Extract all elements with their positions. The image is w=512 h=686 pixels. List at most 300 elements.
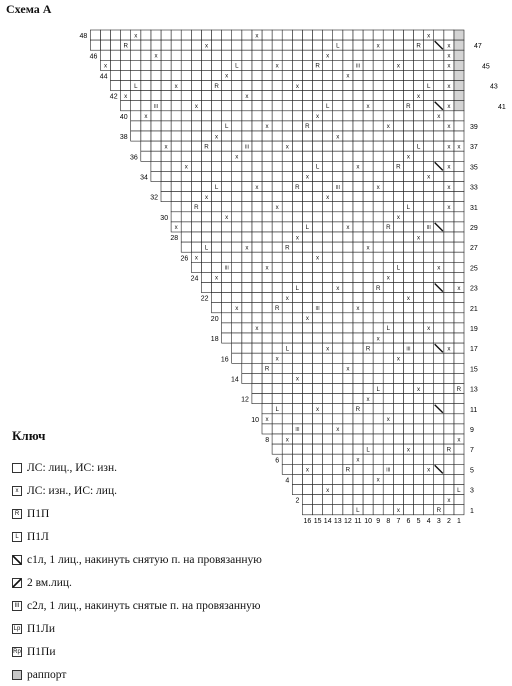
- chart-symbol: x: [336, 426, 340, 434]
- chart-cell: [424, 424, 434, 434]
- chart-cell: [313, 30, 323, 40]
- chart-cell: [282, 212, 292, 222]
- chart-cell: [444, 212, 454, 222]
- chart-cell: [444, 293, 454, 303]
- legend-item: [12, 502, 312, 525]
- chart-symbol: x: [134, 32, 138, 40]
- chart-cell: [424, 384, 434, 394]
- chart-cell: [353, 262, 363, 272]
- chart-symbol: x: [406, 294, 410, 302]
- chart-cell: [434, 50, 444, 60]
- chart-cell: [454, 171, 464, 181]
- chart-symbol: x: [204, 42, 209, 50]
- chart-cell: [393, 70, 403, 80]
- chart-cell: [222, 60, 232, 70]
- chart-cell: [424, 242, 434, 252]
- chart-cell: [282, 50, 292, 60]
- chart-symbol: x: [447, 163, 451, 171]
- chart-cell: [383, 283, 393, 293]
- row-number-left: 18: [210, 336, 219, 344]
- chart-symbol: x: [447, 42, 451, 50]
- chart-cell: [161, 91, 171, 101]
- chart-cell: [444, 262, 454, 272]
- chart-cell: [222, 161, 232, 171]
- chart-cell: [373, 242, 383, 252]
- chart-cell: [222, 91, 232, 101]
- chart-cell: [383, 40, 393, 50]
- chart-cell: [424, 91, 434, 101]
- chart-cell: [424, 141, 434, 151]
- chart-cell: [424, 434, 434, 444]
- chart-cell: [444, 91, 454, 101]
- chart-cell: [232, 91, 242, 101]
- chart-cell: [383, 232, 393, 242]
- chart-cell: [373, 121, 383, 131]
- chart-symbol: x: [275, 203, 279, 211]
- chart-cell: [302, 91, 312, 101]
- chart-cell: [262, 373, 272, 383]
- chart-cell: [333, 272, 343, 282]
- chart-cell: [333, 141, 343, 151]
- chart-cell: [363, 474, 373, 484]
- chart-cell: [434, 81, 444, 91]
- chart-cell: [242, 373, 252, 383]
- chart-cell: [393, 141, 403, 151]
- chart-cell: [424, 505, 434, 515]
- chart-cell: [323, 252, 333, 262]
- row-number-right: 45: [482, 63, 490, 71]
- chart-cell: [282, 283, 292, 293]
- column-number: 7: [396, 517, 401, 525]
- chart-symbol: L: [416, 143, 421, 151]
- chart-cell: [282, 384, 292, 394]
- chart-cell: [343, 202, 353, 212]
- chart-cell: [171, 111, 181, 121]
- chart-cell: [232, 202, 242, 212]
- chart-cell: [242, 60, 252, 70]
- chart-cell: [212, 222, 222, 232]
- chart-cell: [363, 30, 373, 40]
- chart-cell: [343, 444, 353, 454]
- row-number-right: 37: [470, 144, 478, 152]
- chart-cell: [313, 272, 323, 282]
- chart-symbol: x: [457, 436, 461, 444]
- chart-symbol: x: [417, 92, 421, 100]
- chart-cell: [252, 394, 262, 404]
- chart-cell: [454, 474, 464, 484]
- chart-cell: [424, 50, 434, 60]
- chart-cell: [212, 121, 222, 131]
- chart-cell: [302, 333, 312, 343]
- chart-cell: [323, 283, 333, 293]
- chart-cell: [363, 151, 373, 161]
- chart-cell: [353, 384, 363, 394]
- chart-cell: [262, 242, 272, 252]
- chart-cell: [282, 192, 292, 202]
- chart-symbol: x: [316, 113, 320, 120]
- chart-cell: [323, 444, 333, 454]
- chart-cell: [383, 333, 393, 343]
- chart-cell: [363, 485, 373, 495]
- chart-cell: [151, 151, 161, 161]
- chart-cell: [313, 212, 323, 222]
- chart-cell: [282, 232, 292, 242]
- chart-symbol: x: [144, 113, 148, 120]
- chart-cell: [444, 404, 454, 414]
- chart-symbol: x: [305, 315, 309, 323]
- chart-cell: [302, 40, 312, 50]
- chart-cell: [414, 262, 424, 272]
- chart-symbol: x: [457, 284, 461, 292]
- chart-cell: [242, 363, 252, 373]
- chart-cell: [393, 293, 403, 303]
- chart-symbol: x: [295, 82, 299, 90]
- chart-cell: [343, 192, 353, 202]
- chart-cell: [131, 70, 141, 80]
- chart-cell: [353, 414, 363, 424]
- chart-cell: [232, 50, 242, 60]
- chart-cell: [454, 70, 464, 80]
- chart-cell: [242, 131, 252, 141]
- chart-cell: [414, 283, 424, 293]
- chart-cell: [242, 293, 252, 303]
- chart-cell: [383, 363, 393, 373]
- chart-cell: [302, 323, 312, 333]
- chart-cell: [232, 141, 242, 151]
- chart-cell: [171, 60, 181, 70]
- chart-cell: [434, 495, 444, 505]
- chart-title: Схема А: [6, 2, 52, 16]
- chart-cell: [333, 222, 343, 232]
- legend-item: [12, 617, 312, 640]
- chart-cell: [343, 293, 353, 303]
- chart-cell: [302, 373, 312, 383]
- chart-cell: [424, 202, 434, 212]
- chart-cell: [333, 151, 343, 161]
- chart-cell: [313, 121, 323, 131]
- row-number-right: 19: [470, 326, 478, 333]
- chart-cell: [393, 242, 403, 252]
- chart-cell: [272, 343, 282, 353]
- chart-cell: [171, 50, 181, 60]
- legend-symbol: [12, 555, 22, 565]
- chart-symbol: x: [326, 486, 330, 494]
- chart-cell: [333, 50, 343, 60]
- chart-symbol: III: [295, 427, 300, 434]
- chart-cell: [313, 293, 323, 303]
- chart-cell: [363, 414, 373, 424]
- chart-cell: [363, 293, 373, 303]
- chart-cell: [383, 252, 393, 262]
- chart-cell: [212, 111, 222, 121]
- chart-cell: [444, 485, 454, 495]
- chart-cell: [282, 202, 292, 212]
- chart-cell: [333, 202, 343, 212]
- chart-cell: [373, 414, 383, 424]
- chart-symbol: R: [436, 506, 442, 514]
- chart-cell: [151, 40, 161, 50]
- chart-cell: [393, 252, 403, 262]
- chart-cell: [444, 252, 454, 262]
- legend: [12, 428, 312, 686]
- chart-cell: [323, 424, 333, 434]
- chart-cell: [373, 323, 383, 333]
- chart-symbol: L: [305, 224, 310, 232]
- chart-symbol: x: [326, 345, 330, 353]
- chart-cell: [373, 444, 383, 454]
- chart-cell: [434, 131, 444, 141]
- chart-cell: [313, 434, 323, 444]
- chart-symbol: x: [336, 284, 340, 292]
- chart-cell: [323, 70, 333, 80]
- chart-cell: [363, 323, 373, 333]
- chart-cell: [434, 212, 444, 222]
- chart-symbol: x: [174, 82, 178, 90]
- chart-cell: [363, 202, 373, 212]
- chart-cell: [252, 333, 262, 343]
- chart-cell: [262, 192, 272, 202]
- chart-symbol: x: [366, 244, 370, 252]
- chart-symbol: R: [375, 284, 381, 292]
- chart-cell: [242, 161, 252, 171]
- chart-cell: [333, 474, 343, 484]
- chart-cell: [262, 161, 272, 171]
- chart-cell: [252, 222, 262, 232]
- chart-cell: [313, 242, 323, 252]
- chart-cell: [151, 60, 161, 70]
- chart-cell: [282, 373, 292, 383]
- chart-cell: [393, 373, 403, 383]
- row-number-left: 2: [295, 497, 300, 505]
- chart-cell: [262, 141, 272, 151]
- chart-cell: [212, 202, 222, 212]
- chart-cell: [444, 111, 454, 121]
- chart-cell: [242, 121, 252, 131]
- chart-symbol: R: [315, 62, 320, 70]
- chart-cell: [302, 101, 312, 111]
- chart-cell: [434, 424, 444, 434]
- legend-label: ЛС: лиц., ИС: изн.: [27, 461, 117, 474]
- chart-cell: [353, 394, 363, 404]
- chart-cell: [272, 111, 282, 121]
- chart-cell: [333, 434, 343, 444]
- chart-cell: [393, 81, 403, 91]
- chart-cell: [434, 151, 444, 161]
- chart-cell: [373, 373, 383, 383]
- chart-symbol: R: [285, 244, 290, 252]
- chart-cell: [302, 60, 312, 70]
- chart-cell: [383, 495, 393, 505]
- chart-symbol: L: [275, 405, 279, 413]
- chart-cell: [161, 182, 171, 192]
- chart-cell: [313, 283, 323, 293]
- chart-symbol: x: [427, 173, 431, 181]
- chart-cell: [302, 232, 312, 242]
- chart-cell: [403, 313, 413, 323]
- row-number-right: 23: [470, 285, 478, 293]
- chart-cell: [302, 414, 312, 424]
- chart-cell: [373, 303, 383, 313]
- chart-cell: [171, 141, 181, 151]
- chart-cell: [313, 373, 323, 383]
- chart-cell: [313, 414, 323, 424]
- chart-cell: [353, 182, 363, 192]
- chart-cell: [242, 252, 252, 262]
- chart-cell: [282, 363, 292, 373]
- chart-cell: [323, 161, 333, 171]
- chart-cell: [383, 242, 393, 252]
- chart-cell: [403, 424, 413, 434]
- chart-cell: [232, 272, 242, 282]
- chart-cell: [424, 252, 434, 262]
- chart-cell: [343, 384, 353, 394]
- chart-symbol: x: [447, 123, 451, 131]
- chart-cell: [424, 293, 434, 303]
- chart-cell: [403, 70, 413, 80]
- chart-cell: [222, 222, 232, 232]
- chart-cell: [454, 293, 464, 303]
- chart-symbol: R: [305, 123, 310, 131]
- chart-cell: [292, 303, 302, 313]
- chart-cell: [272, 373, 282, 383]
- chart-cell: [201, 121, 211, 131]
- chart-symbol: x: [356, 456, 360, 464]
- chart-symbol: x: [376, 183, 380, 191]
- chart-symbol: L: [396, 264, 401, 272]
- chart-cell: [333, 404, 343, 414]
- chart-cell: [181, 70, 191, 80]
- chart-symbol: x: [396, 355, 400, 363]
- chart-cell: [343, 182, 353, 192]
- chart-symbol: x: [154, 52, 158, 60]
- chart-cell: [292, 272, 302, 282]
- chart-cell: [373, 424, 383, 434]
- chart-cell: [454, 363, 464, 373]
- chart-cell: [242, 283, 252, 293]
- chart-cell: [282, 60, 292, 70]
- chart-cell: [353, 131, 363, 141]
- chart-cell: [333, 60, 343, 70]
- chart-cell: [323, 242, 333, 252]
- chart-cell: [292, 171, 302, 181]
- chart-cell: [313, 91, 323, 101]
- chart-cell: [141, 121, 151, 131]
- chart-cell: [343, 343, 353, 353]
- chart-cell: [424, 404, 434, 414]
- legend-label: с1л, 1 лиц., накинуть снятую п. на провязанную: [27, 553, 262, 566]
- chart-cell: [222, 313, 232, 323]
- chart-cell: [393, 111, 403, 121]
- chart-symbol: L: [426, 82, 431, 90]
- row-number-left: 24: [190, 275, 199, 283]
- chart-cell: [353, 70, 363, 80]
- chart-cell: [424, 101, 434, 111]
- chart-cell: [262, 283, 272, 293]
- chart-cell: [363, 50, 373, 60]
- chart-cell: [444, 464, 454, 474]
- chart-cell: [171, 70, 181, 80]
- chart-cell: [252, 212, 262, 222]
- column-number: 2: [446, 517, 451, 525]
- legend-rows: [12, 456, 312, 686]
- chart-cell: [393, 30, 403, 40]
- chart-cell: [403, 192, 413, 202]
- chart-cell: [363, 40, 373, 50]
- chart-symbol: III: [355, 63, 360, 70]
- chart-cell: [313, 70, 323, 80]
- chart-cell: [363, 161, 373, 171]
- chart-cell: [313, 262, 323, 272]
- row-number-right: 25: [470, 265, 478, 273]
- chart-cell: [414, 182, 424, 192]
- chart-cell: [393, 40, 403, 50]
- chart-cell: [343, 283, 353, 293]
- chart-cell: [393, 485, 403, 495]
- chart-cell: [201, 182, 211, 192]
- chart-cell: [282, 313, 292, 323]
- chart-cell: [212, 232, 222, 242]
- chart-cell: [414, 474, 424, 484]
- chart-cell: [272, 91, 282, 101]
- chart-cell: [444, 454, 454, 464]
- chart-cell: [333, 293, 343, 303]
- chart-cell: [272, 252, 282, 262]
- chart-symbol: R: [396, 163, 401, 171]
- chart-cell: [252, 81, 262, 91]
- chart-symbol: x: [305, 466, 309, 474]
- chart-cell: [373, 464, 383, 474]
- chart-cell: [161, 101, 171, 111]
- chart-cell: [292, 293, 302, 303]
- row-number-right: 15: [470, 366, 478, 374]
- legend-item: [12, 663, 312, 686]
- chart-cell: [363, 363, 373, 373]
- chart-symbol: x: [336, 133, 340, 141]
- chart-cell: [181, 60, 191, 70]
- column-number: 8: [386, 517, 391, 525]
- chart-cell: [424, 151, 434, 161]
- chart-cell: [403, 171, 413, 181]
- chart-cell: [262, 91, 272, 101]
- chart-cell: [343, 373, 353, 383]
- chart-cell: [313, 50, 323, 60]
- chart-cell: [454, 60, 464, 70]
- chart-cell: [353, 373, 363, 383]
- chart-cell: [90, 30, 100, 40]
- chart-cell: [100, 40, 110, 50]
- chart-cell: [323, 272, 333, 282]
- chart-symbol: x: [447, 143, 451, 151]
- chart-cell: [191, 161, 201, 171]
- chart-cell: [393, 333, 403, 343]
- chart-cell: [393, 363, 403, 373]
- chart-cell: [454, 121, 464, 131]
- chart-cell: [363, 171, 373, 181]
- chart-symbol: x: [275, 62, 279, 70]
- row-number-left: 12: [241, 396, 249, 404]
- chart-cell: [353, 283, 363, 293]
- chart-cell: [403, 131, 413, 141]
- column-number: 10: [364, 517, 372, 525]
- chart-cell: [171, 161, 181, 171]
- chart-cell: [393, 272, 403, 282]
- chart-cell: [201, 151, 211, 161]
- row-number-right: 33: [470, 184, 478, 192]
- chart-symbol: L: [366, 446, 370, 454]
- chart-cell: [363, 464, 373, 474]
- chart-cell: [353, 343, 363, 353]
- chart-cell: [373, 91, 383, 101]
